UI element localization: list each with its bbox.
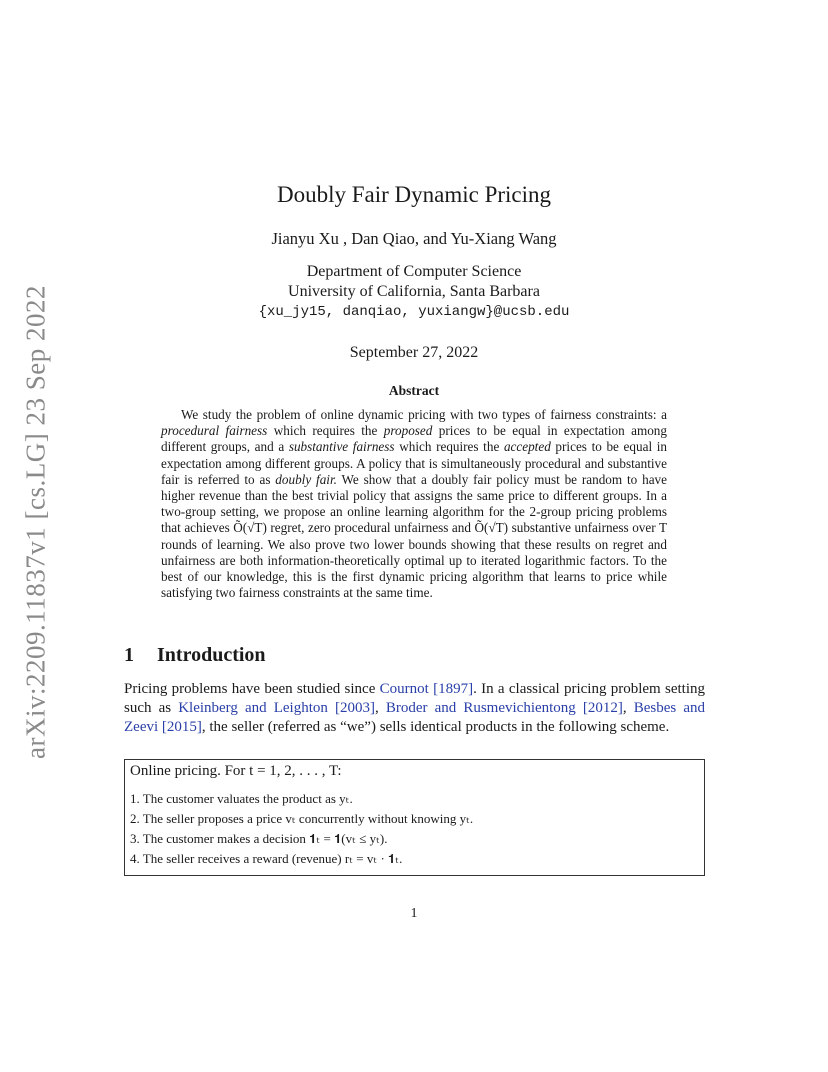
intro-text: , [622, 700, 634, 717]
abstract-heading: Abstract [388, 383, 440, 398]
algorithm-steps [130, 789, 473, 869]
abstract-text: which requires the [267, 423, 384, 439]
algorithm-box [124, 759, 705, 876]
intro-text: , [374, 700, 386, 717]
intro-paragraph [124, 680, 705, 738]
affiliation-department: Department of Computer Science [306, 263, 522, 280]
algorithm-step: 1. The customer valuates the product as yₜ. [130, 791, 353, 806]
intro-text: , the seller (referred as “we”) sells identical products in the following scheme. [201, 719, 670, 736]
algorithm-header: Online pricing. For t = 1, 2, . . . , T: [130, 763, 342, 779]
arxiv-stamp: arXiv:2209.11837v1 [cs.LG] 23 Sep 2022 [20, 285, 51, 759]
abstract-text: We study the problem of online dynamic pricing with two types of fairness constraints: a [181, 407, 667, 422]
citation-link[interactable]: Broder and Rusmevichientong [2012] [385, 700, 623, 717]
algorithm-step: 3. The customer makes a decision 𝟏ₜ = 𝟏(vₜ ≤ yₜ). [130, 831, 388, 846]
abstract-text: which requires the [394, 439, 504, 455]
algorithm-step: 4. The seller receives a reward (revenue) rₜ = vₜ · 𝟏ₜ. [130, 851, 403, 866]
author-emails: {xu_jy15, danqiao, yuxiangw}@ucsb.edu [258, 304, 570, 320]
abstract-emphasis: doubly fair. [275, 471, 337, 487]
intro-text: Pricing problems have been studied since [124, 681, 380, 697]
section-number: 1 [124, 644, 134, 666]
author-list: Jianyu Xu , Dan Qiao, and Yu-Xiang Wang [271, 229, 557, 248]
page-number: 1 [410, 906, 418, 921]
paper-date: September 27, 2022 [349, 344, 479, 361]
abstract-text: prices to be equal in expectation among different groups, and a [161, 423, 667, 455]
algorithm-step: 2. The seller proposes a price vₜ concurrently without knowing yₜ. [130, 811, 474, 826]
affiliation [0, 262, 828, 322]
abstract-text: We show that a doubly fair policy must be random to have higher revenue than the best trivial policy that assigns the same price to different groups. In a two-group setting, we propose an online learning algorithm for the 2-group pricing problems that achieves Õ(√T) regret, zero procedural unfairness and Õ(√T) substantive unfairness over T rounds of learning. We also prove two lower bounds showing that these results on regret and unfairness are both information-theoretically optimal up to iterated logarithmic factors. To the best of our knowledge, this is the first dynamic pricing algorithm that learns to price while satisfying two fairness constraints at the same time. [161, 471, 668, 601]
abstract-body [161, 407, 667, 601]
citation-link[interactable]: Besbes and Zeevi [2015] [124, 700, 705, 736]
affiliation-university: University of California, Santa Barbara [288, 283, 540, 300]
citation-link[interactable]: Cournot [1897] [379, 681, 474, 697]
section-title: Introduction [157, 644, 266, 666]
citation-link[interactable]: Kleinberg and Leighton [2003] [178, 700, 375, 717]
abstract-emphasis: accepted [503, 439, 551, 455]
abstract-emphasis: procedural fairness [161, 423, 268, 439]
section-heading [124, 644, 266, 667]
paper-title: Doubly Fair Dynamic Pricing [276, 182, 552, 207]
abstract-emphasis: proposed [383, 423, 433, 439]
abstract-emphasis: substantive fairness [288, 439, 395, 455]
abstract-text: prices to be equal in expectation among different groups. A policy that is simultaneously procedural and substantive fair is referred to as [161, 439, 668, 487]
intro-text: . In a classical pricing problem setting such as [124, 681, 706, 717]
